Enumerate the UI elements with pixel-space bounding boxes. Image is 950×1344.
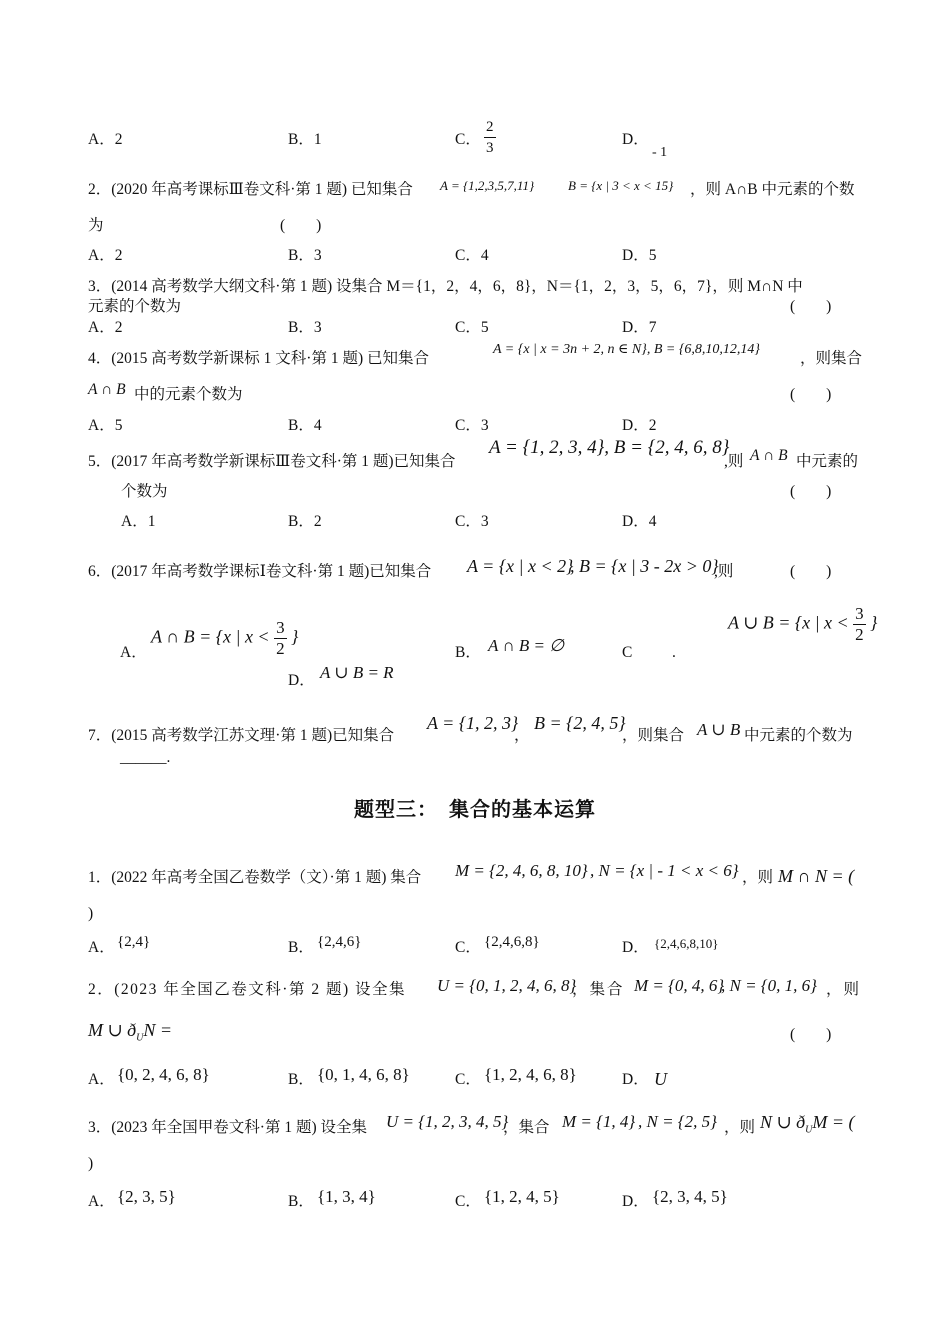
question-7-tail-pre: ，则集合 xyxy=(622,727,685,744)
question-s3-1-set-n: , N = {x | - 1 < x < 6} xyxy=(590,861,739,880)
question-7-set-a: A = {1, 2, 3} xyxy=(427,713,519,733)
option-d: D．7 xyxy=(622,319,657,336)
option-c-fraction xyxy=(484,117,496,158)
question-3-stem: 3．(2014 高考数学大纲文科·第 1 题) 设集合 M＝{1，2，4，6，8}，N＝{1，2，3，5，6，7}，则 M∩N 中 xyxy=(88,278,803,295)
option-a: A．2 xyxy=(88,247,123,264)
answer-parentheses: ( ) xyxy=(790,563,832,580)
question-6-set-a: A = {x | x < 2} xyxy=(467,556,574,576)
fraction-numerator: 3 xyxy=(276,618,285,637)
question-2-tail: ，则 A∩B 中元素的个数 xyxy=(690,181,855,198)
option-b-value: {1, 3, 4} xyxy=(317,1187,376,1206)
question-s3-2-expr-sub: U xyxy=(136,1032,144,1044)
question-2-set-b: B = {x | 3 < x < 15} xyxy=(568,178,674,193)
option-c-math-pre: A ∪ B = {x | x < xyxy=(728,612,849,633)
option-d-value: {2, 3, 4, 5} xyxy=(652,1187,728,1206)
question-7-union: A ∪ B xyxy=(697,720,741,739)
option-d: D．5 xyxy=(622,247,657,264)
option-a: A．5 xyxy=(88,417,123,434)
option-b: B．2 xyxy=(288,513,322,530)
question-6-set-b: , B = {x | 3 - 2x > 0} xyxy=(570,556,719,576)
option-c-math xyxy=(728,604,877,645)
option-b-label: B． xyxy=(455,644,481,661)
option-c: C．3 xyxy=(455,417,489,434)
option-c-value: {1, 2, 4, 5} xyxy=(484,1187,560,1206)
question-s3-2-set-m: M = {0, 4, 6} xyxy=(634,976,725,995)
question-2-stem: 2．(2020 年高考课标Ⅲ卷文科·第 1 题) 已知集合 xyxy=(88,181,413,198)
option-a-math xyxy=(151,618,298,659)
option-c-label: C． xyxy=(455,1193,481,1210)
option-a-fraction xyxy=(274,618,287,659)
fraction-denominator: 3 xyxy=(486,140,494,156)
option-a: A．2 xyxy=(88,319,123,336)
option-a-label: A． xyxy=(88,1071,115,1088)
option-c-value: {1, 2, 4, 6, 8} xyxy=(484,1065,577,1084)
question-s3-1-tail-pre: ，则 xyxy=(742,869,774,886)
option-b-math: A ∩ B = ∅ xyxy=(488,636,565,655)
answer-parentheses: ( ) xyxy=(790,483,832,500)
question-s3-2-mid: ，集合 xyxy=(572,981,625,998)
option-a-math-close: } xyxy=(291,626,299,647)
option-d: D．4 xyxy=(622,513,657,530)
question-7-blank: ______. xyxy=(120,749,171,766)
question-5-stem: 5．(2017 年高考数学新课标Ⅲ卷文科·第 1 题)已知集合 xyxy=(88,453,456,470)
option-c-label: C． xyxy=(455,131,481,148)
answer-parentheses: ( ) xyxy=(790,298,832,315)
question-s3-2-tail: ，则 xyxy=(826,981,862,998)
option-b-label: B． xyxy=(288,1193,314,1210)
question-6-stem: 6．(2017 年高考数学课标Ⅰ卷文科·第 1 题)已知集合 xyxy=(88,563,432,580)
answer-parentheses: ( ) xyxy=(790,386,832,403)
question-5-continuation: 个数为 xyxy=(121,483,168,500)
option-a-label: A． xyxy=(88,1193,115,1210)
option-d-label: D． xyxy=(622,1193,649,1210)
option-d-value: {2,4,6,8,10} xyxy=(654,936,719,951)
option-b-label: B． xyxy=(288,1071,314,1088)
fraction-denominator: 2 xyxy=(855,625,864,644)
question-4-sets: A = {x | x = 3n + 2, n ∈ N}, B = {6,8,10,12,14} xyxy=(493,342,761,357)
question-5-tail: 中元素的 xyxy=(796,453,859,470)
question-4-stem: 4．(2015 高考数学新课标 1 文科·第 1 题) 已知集合 xyxy=(88,350,429,367)
option-b-label: B． xyxy=(288,939,314,956)
option-a-value: {0, 2, 4, 6, 8} xyxy=(117,1065,210,1084)
option-d-value: U xyxy=(654,1069,667,1089)
answer-parentheses: ( ) xyxy=(790,1026,832,1043)
option-c-math-close: } xyxy=(870,612,878,633)
question-s3-3-set-m: M = {1, 4} xyxy=(562,1112,636,1131)
question-7-tail: 中元素的个数为 xyxy=(744,727,853,744)
question-4-tail: ，则集合 xyxy=(800,350,863,367)
option-b: B．4 xyxy=(288,417,322,434)
option-d-label: D． xyxy=(622,1071,649,1088)
question-6-tail: ,则 xyxy=(714,563,734,580)
section-heading: 题型三： 集合的基本运算 xyxy=(354,797,596,821)
fraction-numerator: 2 xyxy=(484,117,496,138)
question-s3-3-expr-sub: U xyxy=(805,1124,813,1136)
option-b-value: {2,4,6} xyxy=(317,934,362,950)
option-d-label: D． xyxy=(288,672,315,689)
option-d-label: D． xyxy=(622,131,649,148)
option-d-math: A ∪ B = R xyxy=(320,663,394,682)
option-d: D．2 xyxy=(622,417,657,434)
option-d-label: D． xyxy=(622,939,649,956)
question-4-intersection: A ∩ B xyxy=(88,381,126,398)
question-s3-3-set-n: , N = {2, 5} xyxy=(638,1112,717,1131)
option-c: C．5 xyxy=(455,319,489,336)
option-c-label: C xyxy=(622,644,633,661)
question-5-sets: A = {1, 2, 3, 4}, B = {2, 4, 6, 8} xyxy=(489,437,730,458)
question-5-intersection: A ∩ B xyxy=(750,447,788,464)
question-7-set-b: B = {2, 4, 5} xyxy=(534,713,626,733)
question-s3-3-expr-post: M = ( xyxy=(812,1112,855,1132)
option-a-value: {2,4} xyxy=(117,934,151,950)
question-s3-3-continuation: ) xyxy=(88,1155,94,1172)
question-s3-1-stem: 1．(2022 年高考全国乙卷数学（文）·第 1 题) 集合 xyxy=(88,869,422,886)
option-b: B．3 xyxy=(288,247,322,264)
question-s3-3-set-u: U = {1, 2, 3, 4, 5} xyxy=(386,1112,509,1131)
question-3-continuation: 元素的个数为 xyxy=(88,298,182,315)
question-s3-2-set-n: , N = {0, 1, 6} xyxy=(721,976,817,995)
question-s3-2-expr-post: N = xyxy=(143,1020,172,1040)
answer-parentheses: ( ) xyxy=(280,217,322,234)
fraction-numerator: 3 xyxy=(855,604,864,623)
question-s3-3-mid: ，集合 xyxy=(503,1119,550,1136)
option-c-dot: . xyxy=(672,644,676,661)
question-s3-1-set-m: M = {2, 4, 6, 8, 10} xyxy=(455,861,588,880)
option-d-value: - 1 xyxy=(652,145,668,160)
question-s3-3-expr-pre: N ∪ ð xyxy=(760,1112,806,1132)
question-s3-3-tail-pre: ，则 xyxy=(724,1119,756,1136)
option-a: A．2 xyxy=(88,131,123,148)
question-7-comma: ， xyxy=(514,727,530,744)
fraction-denominator: 2 xyxy=(276,639,285,658)
question-2-set-a: A = {1,2,3,5,7,11} xyxy=(440,178,535,193)
option-c-value: {2,4,6,8} xyxy=(484,934,540,950)
question-s3-2-complement-expr xyxy=(88,1020,172,1044)
question-s3-2-stem: 2．(2023 年全国乙卷文科·第 2 题) 设全集 xyxy=(88,981,406,998)
question-4-continuation: 中的元素个数为 xyxy=(134,386,243,403)
question-s3-2-expr-pre: M ∪ ð xyxy=(88,1020,137,1040)
option-a-label: A． xyxy=(120,644,147,661)
option-b: B．1 xyxy=(288,131,322,148)
option-c: C．3 xyxy=(455,513,489,530)
option-a-math-pre: A ∩ B = {x | x < xyxy=(151,626,270,647)
option-b-value: {0, 1, 4, 6, 8} xyxy=(317,1065,410,1084)
option-c-label: C． xyxy=(455,1071,481,1088)
option-c: C．4 xyxy=(455,247,489,264)
option-a-value: {2, 3, 5} xyxy=(117,1187,176,1206)
option-c-label: C． xyxy=(455,939,481,956)
option-a: A．1 xyxy=(121,513,156,530)
question-s3-3-complement-expr xyxy=(760,1112,854,1136)
question-s3-3-stem: 3．(2023 年全国甲卷文科·第 1 题) 设全集 xyxy=(88,1119,367,1136)
question-7-stem: 7．(2015 高考数学江苏文理·第 1 题)已知集合 xyxy=(88,727,395,744)
question-s3-1-intersection: M ∩ N = ( xyxy=(778,866,855,886)
question-s3-1-continuation: ) xyxy=(88,905,94,922)
question-2-continuation: 为 xyxy=(88,217,104,234)
option-c-fraction xyxy=(853,604,866,645)
option-a-label: A． xyxy=(88,939,115,956)
question-5-tail-pre: ,则 xyxy=(724,453,744,470)
option-b: B．3 xyxy=(288,319,322,336)
question-s3-2-set-u: U = {0, 1, 2, 4, 6, 8} xyxy=(437,976,577,995)
